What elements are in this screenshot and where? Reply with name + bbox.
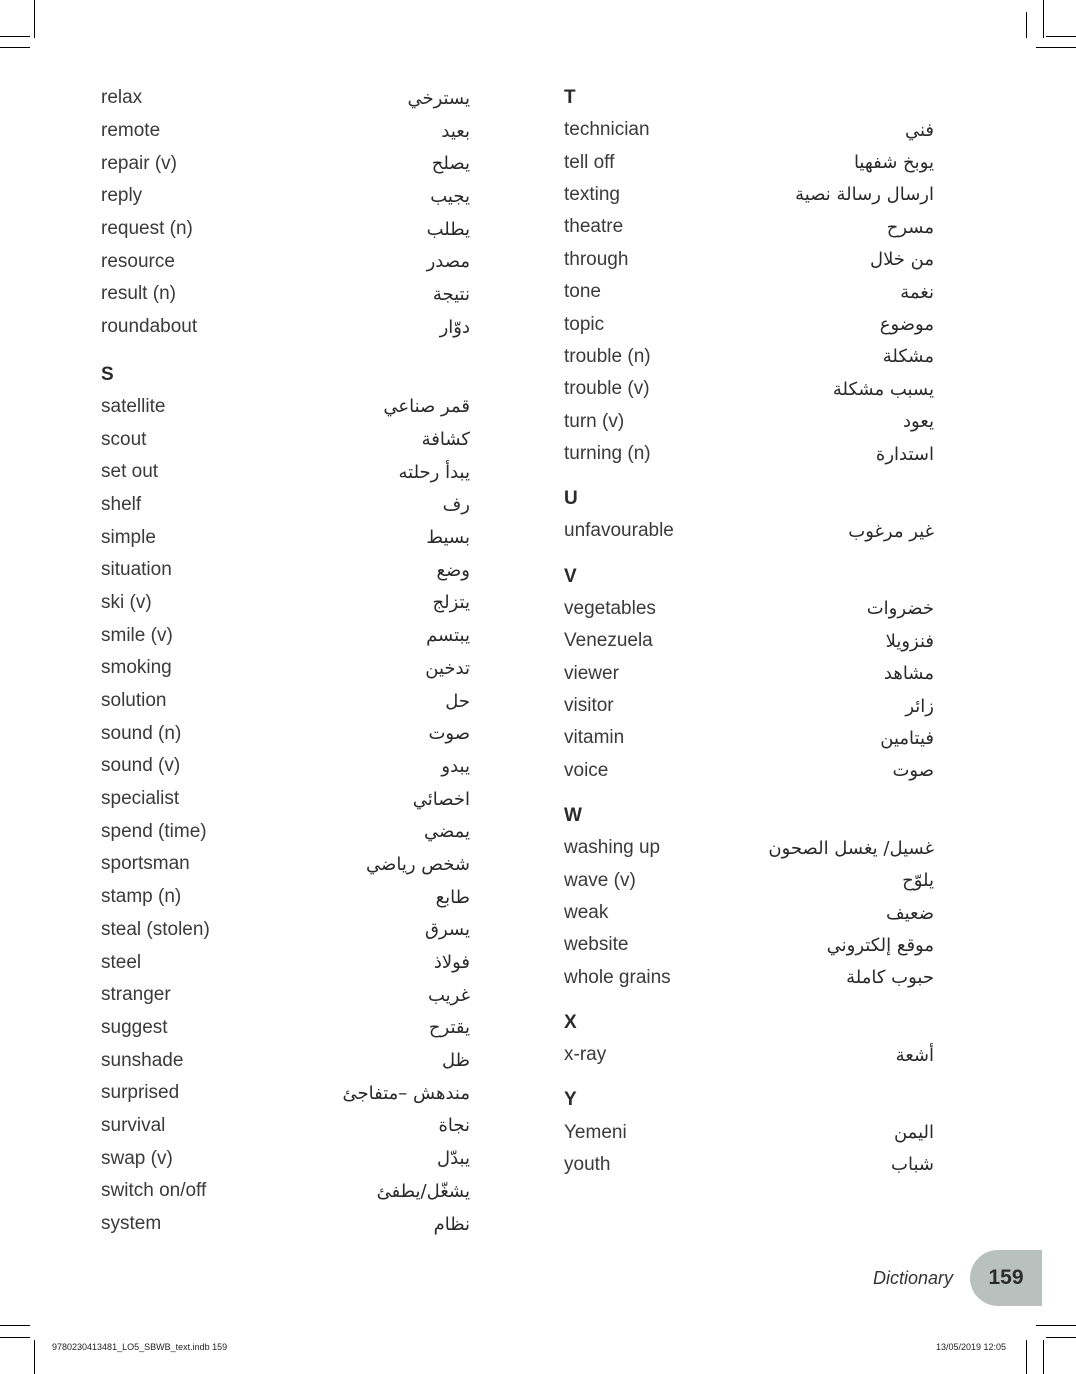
english-word: voice — [564, 759, 609, 781]
arabic-translation: تدخين — [425, 657, 470, 679]
dictionary-entry — [564, 244, 934, 276]
dictionary-entry — [101, 554, 470, 587]
english-word: scout — [101, 428, 147, 450]
arabic-translation: مشكلة — [882, 346, 934, 368]
english-word: situation — [101, 559, 172, 581]
english-word: specialist — [101, 788, 180, 810]
dictionary-entry — [101, 946, 470, 979]
english-word: sunshade — [101, 1049, 184, 1071]
crop-mark — [1046, 36, 1076, 37]
english-word: tone — [564, 281, 601, 303]
english-word: vitamin — [564, 727, 625, 749]
dictionary-entry — [564, 593, 934, 625]
arabic-translation: بعيد — [441, 120, 470, 142]
dictionary-section — [564, 1084, 934, 1181]
section-letter: U — [564, 488, 578, 510]
english-word: surprised — [101, 1082, 180, 1104]
english-word: technician — [564, 119, 650, 141]
dictionary-entry — [564, 962, 934, 994]
english-word: suggest — [101, 1016, 168, 1038]
english-word: Venezuela — [564, 630, 653, 652]
english-word: satellite — [101, 395, 166, 417]
dictionary-entry — [564, 897, 934, 929]
english-word: steal (stolen) — [101, 918, 210, 940]
english-word: wave (v) — [564, 869, 636, 891]
arabic-translation: غير مرغوب — [848, 520, 934, 542]
arabic-translation: يبدأ رحلته — [398, 461, 470, 483]
dictionary-entry — [101, 783, 470, 816]
english-word: tell off — [564, 151, 615, 173]
arabic-translation: حل — [445, 690, 470, 712]
dictionary-section — [564, 561, 934, 787]
arabic-translation: صوت — [428, 723, 470, 745]
crop-mark — [0, 1325, 30, 1326]
arabic-translation: يطلب — [426, 218, 470, 240]
crop-mark — [1026, 1340, 1027, 1374]
dictionary-entry — [101, 278, 470, 311]
english-word: viewer — [564, 662, 619, 684]
arabic-translation: نتيجة — [432, 283, 470, 305]
english-word: whole grains — [564, 966, 671, 988]
dictionary-entry — [101, 750, 470, 783]
english-word: smile (v) — [101, 624, 173, 646]
arabic-translation: شباب — [891, 1154, 934, 1176]
english-word: vegetables — [564, 597, 656, 619]
dictionary-entry — [101, 619, 470, 652]
english-word: relax — [101, 87, 143, 109]
english-word: roundabout — [101, 316, 198, 338]
dictionary-entry — [564, 1149, 934, 1181]
dictionary-entry — [101, 685, 470, 718]
arabic-translation: مشاهد — [883, 663, 934, 685]
english-word: theatre — [564, 216, 624, 238]
dictionary-entry — [101, 815, 470, 848]
arabic-translation: اخصائي — [412, 788, 470, 810]
english-word: youth — [564, 1153, 611, 1175]
english-word: spend (time) — [101, 820, 207, 842]
english-word: sportsman — [101, 853, 190, 875]
english-word: visitor — [564, 695, 614, 717]
english-word: stranger — [101, 984, 171, 1006]
arabic-translation: يبدو — [441, 755, 470, 777]
dictionary-entry — [101, 115, 470, 148]
dictionary-section — [564, 1007, 934, 1071]
english-word: shelf — [101, 493, 142, 515]
arabic-translation: يمضي — [423, 821, 470, 843]
arabic-translation: فنزويلا — [885, 630, 934, 652]
arabic-translation: نغمة — [900, 281, 934, 303]
dictionary-entry — [564, 755, 934, 787]
arabic-translation: خضروات — [866, 598, 934, 620]
english-word: smoking — [101, 657, 172, 679]
dictionary-entry — [101, 717, 470, 750]
arabic-translation: يبدّل — [437, 1148, 470, 1170]
dictionary-entry — [101, 1142, 470, 1175]
section-letter: X — [564, 1011, 577, 1033]
arabic-translation: يشغّل/يطفئ — [376, 1180, 470, 1202]
crop-mark — [1046, 1337, 1076, 1338]
dictionary-entry — [564, 515, 934, 547]
dictionary-entry — [101, 881, 470, 914]
dictionary-entry — [101, 213, 470, 246]
arabic-translation: موقع إلكتروني — [826, 934, 934, 956]
section-letter: V — [564, 565, 577, 587]
english-word: result (n) — [101, 283, 176, 305]
arabic-translation: صوت — [892, 760, 934, 782]
dictionary-section — [101, 82, 470, 344]
dictionary-entry — [101, 180, 470, 213]
dictionary-entry — [564, 406, 934, 438]
arabic-translation: قمر صناعي — [383, 396, 470, 418]
arabic-translation: من خلال — [869, 249, 934, 271]
dictionary-entry — [101, 652, 470, 685]
arabic-translation: ارسال رسالة نصية — [795, 184, 934, 206]
arabic-translation: يعود — [902, 411, 934, 433]
arabic-translation: يقترح — [428, 1017, 470, 1039]
dictionary-entry — [564, 722, 934, 754]
arabic-translation: زائر — [905, 695, 934, 717]
english-word: turn (v) — [564, 410, 625, 432]
crop-mark — [1036, 47, 1076, 48]
dictionary-entry — [101, 82, 470, 115]
dictionary-entry — [101, 1012, 470, 1045]
dictionary-entry — [564, 211, 934, 243]
print-timestamp: 13/05/2019 12:05 — [936, 1342, 1007, 1352]
file-slug: 9780230413481_LO5_SBWB_text.indb 159 — [52, 1342, 228, 1352]
dictionary-entry — [564, 438, 934, 470]
arabic-translation: ضعيف — [885, 902, 934, 924]
arabic-translation: رف — [442, 494, 470, 516]
arabic-translation: يبتسم — [426, 625, 470, 647]
dictionary-entry — [101, 587, 470, 620]
english-word: resource — [101, 250, 175, 272]
dictionary-entry — [101, 311, 470, 344]
english-word: sound (v) — [101, 755, 181, 777]
dictionary-entry — [101, 848, 470, 881]
arabic-translation: يصلح — [431, 153, 470, 175]
arabic-translation: غسيل/ يغسل الصحون — [768, 837, 934, 859]
section-gap — [564, 994, 934, 1007]
arabic-translation: يسرق — [425, 919, 470, 941]
english-word: solution — [101, 690, 167, 712]
dictionary-entry — [564, 690, 934, 722]
arabic-translation: يتزلج — [432, 592, 470, 614]
dictionary-section — [564, 483, 934, 547]
english-word: trouble (n) — [564, 345, 651, 367]
english-word: weak — [564, 902, 609, 923]
arabic-translation: أشعة — [895, 1044, 934, 1066]
section-letter: S — [101, 363, 114, 385]
dictionary-entry — [564, 1039, 934, 1071]
english-word: x-ray — [564, 1044, 607, 1066]
english-word: unfavourable — [564, 520, 674, 542]
crop-mark — [1036, 1325, 1076, 1326]
arabic-translation: فولاذ — [433, 952, 470, 974]
section-gap — [101, 344, 470, 359]
english-word: washing up — [564, 837, 661, 859]
section-letter: Y — [564, 1089, 577, 1111]
arabic-translation: يسترخي — [407, 87, 470, 109]
dictionary-entry — [564, 114, 934, 146]
english-word: system — [101, 1213, 162, 1235]
arabic-translation: يوبخ شفهيا — [853, 152, 934, 174]
dictionary-entry — [101, 147, 470, 180]
english-word: trouble (v) — [564, 378, 650, 400]
dictionary-entry — [564, 625, 934, 657]
arabic-translation: شخص رياضي — [366, 853, 470, 875]
english-word: repair (v) — [101, 152, 178, 174]
dictionary-entry — [101, 423, 470, 456]
dictionary-entry — [564, 864, 934, 896]
dictionary-entry — [101, 489, 470, 522]
crop-mark — [34, 1340, 35, 1374]
section-letter: T — [564, 87, 576, 108]
arabic-translation: بسيط — [426, 527, 470, 549]
page-number: 159 — [988, 1266, 1024, 1289]
crop-mark — [1043, 1340, 1044, 1374]
dictionary-entry — [564, 179, 934, 211]
section-gap — [564, 1071, 934, 1084]
arabic-translation: يجيب — [430, 185, 470, 207]
dictionary-entry — [101, 1208, 470, 1241]
english-word: ski (v) — [101, 591, 152, 613]
page-number-badge — [970, 1250, 1042, 1306]
english-word: topic — [564, 313, 605, 335]
arabic-translation: مسرح — [886, 216, 934, 238]
section-gap — [564, 548, 934, 561]
english-word: request (n) — [101, 218, 193, 240]
dictionary-entry — [101, 1110, 470, 1143]
section-gap — [564, 470, 934, 483]
english-word: texting — [564, 183, 620, 205]
arabic-translation: غريب — [427, 984, 470, 1006]
crop-mark — [34, 0, 35, 38]
dictionary-section — [101, 359, 470, 1241]
dictionary-entry — [564, 341, 934, 373]
english-word: survival — [101, 1114, 166, 1136]
dictionary-entry — [101, 1175, 470, 1208]
english-word: switch on/off — [101, 1180, 207, 1202]
arabic-translation: يسبب مشكلة — [832, 378, 934, 400]
crop-mark — [0, 36, 30, 37]
dictionary-entry — [564, 146, 934, 178]
crop-mark — [0, 47, 30, 48]
arabic-translation: يلوّح — [902, 870, 934, 892]
english-word: remote — [101, 120, 161, 142]
arabic-translation: نظام — [433, 1213, 470, 1235]
crop-mark — [1043, 0, 1044, 38]
arabic-translation: استدارة — [875, 443, 934, 465]
dictionary-section — [564, 82, 934, 470]
english-word: Yemeni — [564, 1121, 627, 1143]
english-word: simple — [101, 526, 156, 548]
arabic-translation: كشافة — [421, 429, 470, 451]
dictionary-entry — [101, 521, 470, 554]
arabic-translation: حبوب كاملة — [846, 967, 934, 989]
dictionary-entry — [564, 657, 934, 689]
arabic-translation: مندهش –متفاجئ — [342, 1082, 470, 1104]
crop-mark — [0, 1337, 30, 1338]
english-word: through — [564, 248, 629, 270]
dictionary-entry — [101, 245, 470, 278]
english-word: turning (n) — [564, 443, 651, 465]
english-word: website — [564, 934, 629, 956]
arabic-translation: اليمن — [893, 1122, 934, 1144]
left-column — [101, 82, 470, 1240]
english-word: set out — [101, 461, 159, 483]
arabic-translation: فيتامين — [880, 727, 934, 749]
dictionary-entry — [564, 832, 934, 864]
dictionary-entry — [564, 308, 934, 340]
arabic-translation: وضع — [436, 559, 470, 581]
right-column — [564, 82, 934, 1181]
english-word: steel — [101, 951, 142, 973]
footer-section-label: Dictionary — [873, 1268, 954, 1288]
dictionary-entry — [101, 391, 470, 424]
arabic-translation: نجاة — [438, 1115, 470, 1137]
dictionary-section — [564, 800, 934, 994]
english-word: reply — [101, 185, 143, 207]
english-word: stamp (n) — [101, 886, 182, 908]
dictionary-entry — [101, 1044, 470, 1077]
dictionary-entry — [564, 929, 934, 961]
arabic-translation: موضوع — [879, 314, 934, 336]
english-word: sound (n) — [101, 722, 182, 744]
dictionary-entry — [101, 1077, 470, 1110]
arabic-translation: فني — [904, 119, 934, 141]
arabic-translation: طابع — [435, 886, 470, 908]
dictionary-entry — [564, 373, 934, 405]
dictionary-entry — [101, 914, 470, 947]
dictionary-entry — [101, 979, 470, 1012]
dictionary-entry — [101, 456, 470, 489]
section-letter: W — [564, 805, 582, 827]
dictionary-entry — [564, 1116, 934, 1148]
arabic-translation: ظل — [442, 1050, 470, 1072]
section-gap — [564, 787, 934, 800]
dictionary-entry — [564, 276, 934, 308]
arabic-translation: مصدر — [426, 251, 470, 273]
crop-mark — [1026, 12, 1027, 38]
english-word: swap (v) — [101, 1147, 173, 1169]
arabic-translation: دوّار — [439, 316, 470, 338]
